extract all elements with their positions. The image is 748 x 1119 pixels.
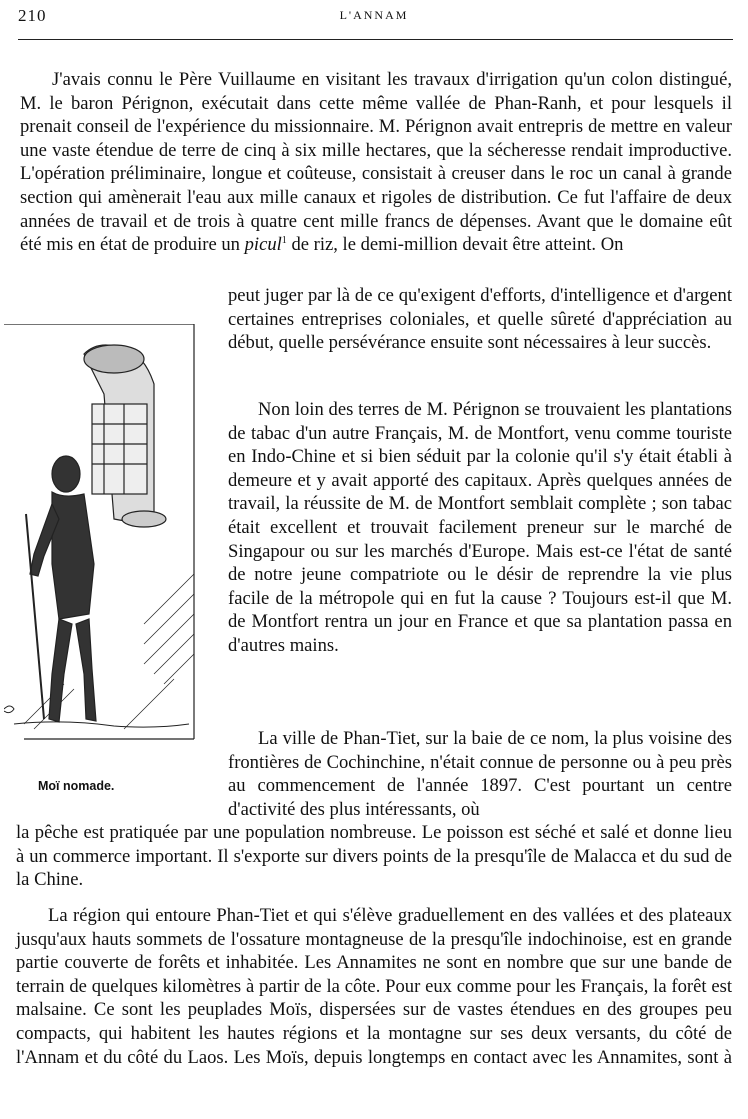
illustration-drawing xyxy=(4,324,200,744)
paragraph-3-continued: la pêche est pratiquée par une population nombreuse. Le poisson est séché et salé et donne lieu à un commerce important. Il s'exporte sur divers points de la presqu'île de Malacca et du sud de la Chine. xyxy=(16,822,732,891)
carried-basket xyxy=(84,345,166,527)
page-number: 210 xyxy=(18,6,47,25)
header-rule xyxy=(18,39,733,40)
footnote-marker: 1 xyxy=(281,234,287,246)
page-header xyxy=(18,6,730,30)
paragraph-4: La région qui entoure Phan-Tiet et qui s'élève graduellement en des vallées et des plateaux jusqu'aux hauts sommets de l'ossature montagneuse de la presqu'île indochinoise, est en grande partie couverte de forêts et inhabitée. Les Annamites ne sont en nombre que sur une bande de terrain de quelques kilomètres à partir de la côte. Pour eux comme pour les Français, la forêt est malsaine. Ce sont les peuplades Moïs, dispersées sur de vastes étendues en des groupes peu compacts, qui habitent les hautes régions et la montagne sur ses deux versants, du côté de l'Annam et du côté du Laos. Les Moïs, depuis longtemps en contact avec les Annamites, sont à xyxy=(16,905,732,1068)
figure-caption: Moï nomade. xyxy=(38,779,115,793)
paragraph-1-text: J'avais connu le Père Vuillaume en visitant les travaux d'irrigation qu'un colon distingué, M. le baron Pérignon, exécutait dans cette même vallée de Phan-Ranh, et pour lesquels il prenait conseil de l'expérience du missionnaire. M. Pérignon avait entrepris de mettre en valeur une vaste étendue de terre de cinq à six mille hectares, que la sécheresse rendait improductive. L'opération préliminaire, longue et coûteuse, consistait à creuser dans le roc un canal à grande section qui amènerait l'eau aux mille canaux et rigoles de distribution. Ce fut l'affaire de deux années de travail et de trois à quatre cent mille francs de dépenses. Avant que le domaine eût été mis en état de produire un xyxy=(20,69,732,256)
paragraph-1-text-end: de riz, le demi-million devait être atteint. On xyxy=(286,234,624,256)
running-title: L'ANNAM xyxy=(339,8,409,22)
paragraph-1-italic-term: picul xyxy=(244,234,282,256)
paragraph-1-continued: peut juger par là de ce qu'exigent d'efforts, d'intelligence et d'argent certaines entreprises coloniales, et quelle sûreté d'appréciation au début, quelle persévérance ensuite sont nécessaires à leur succès. xyxy=(228,285,732,354)
signature-mark xyxy=(4,706,14,713)
paragraph-3: La ville de Phan-Tiet, sur la baie de ce nom, la plus voisine des frontières de Cochinchine, n'était connue de personne ou à peu près au commencement de l'année 1897. C'est pourtant un centre d'activité des plus intéressants, où xyxy=(228,728,732,820)
paragraph-2: Non loin des terres de M. Pérignon se trouvaient les plantations de tabac d'un autre Français, M. de Montfort, venu comme touriste en Indo-Chine et si bien séduit par la colonie qu'il s'y était établi à demeure et y avait apporté des capitaux. Après quelques années de travail, la réussite de M. de Montfort semblait complète ; son tabac était excellent et trouvait facilement preneur sur le marché de Singapour ou sur les marchés d'Europe. Mais est-ce l'état de santé de notre jeune compatriote ou le désir de reprendre la vie plus facile de la métropole qui en fut la cause ? Toujours est-il que M. de Montfort rentra un jour en France et que sa plantation passa en d'autres mains. xyxy=(228,399,732,656)
paragraph-1 xyxy=(20,68,732,257)
illustration-moi-nomade xyxy=(4,324,200,744)
ground-line xyxy=(14,722,189,727)
